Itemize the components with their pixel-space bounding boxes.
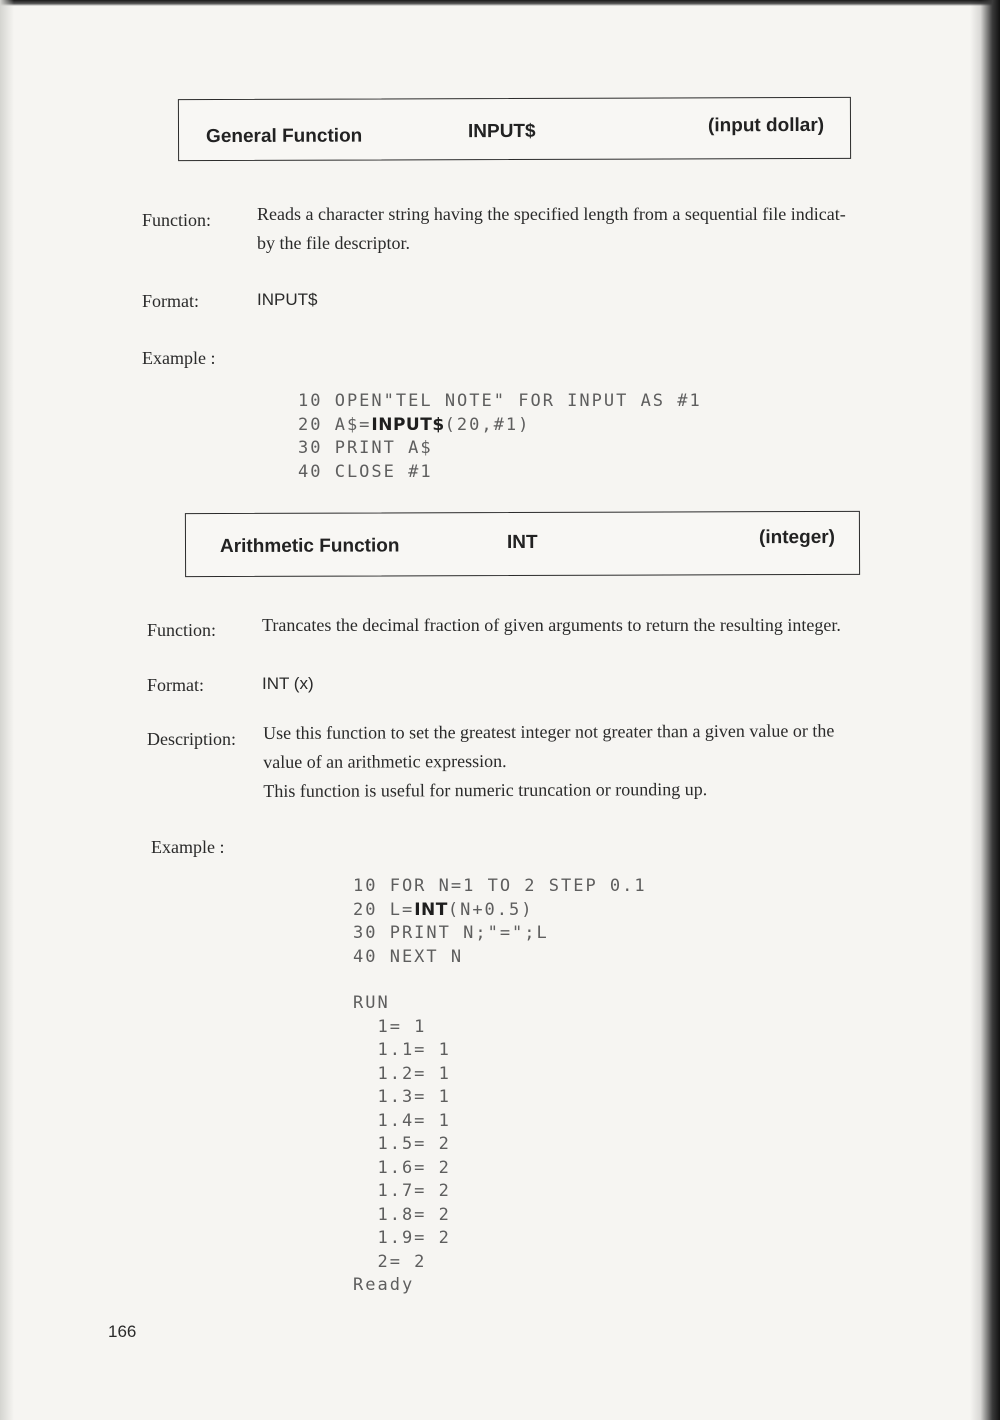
function-header-input-dollar xyxy=(178,97,851,161)
header-function-name: INT xyxy=(506,531,538,554)
run-output-line: Ready xyxy=(353,1275,415,1295)
description-line: Use this function to set the greatest integer not greater than a given value or the xyxy=(263,720,835,743)
function-label: Function: xyxy=(147,620,217,640)
code-text: (N+0.5) xyxy=(447,899,534,920)
code-text: 30 PRINT A$ xyxy=(298,438,433,458)
format-syntax xyxy=(262,669,314,698)
run-output-line: 1.3= 1 xyxy=(353,1087,451,1107)
run-output-line: 1= 1 xyxy=(353,1016,427,1037)
run-output-line: 1.5= 2 xyxy=(353,1134,451,1154)
code-text: 40 NEXT N xyxy=(353,946,464,967)
code-line xyxy=(353,922,647,946)
code-text: (20,#1) xyxy=(444,414,531,435)
code-line xyxy=(353,875,647,899)
header-reading: (integer) xyxy=(758,526,836,549)
page-number: 166 xyxy=(108,1322,137,1341)
run-output-line: 1.7= 2 xyxy=(353,1181,451,1201)
description-text xyxy=(263,717,835,806)
code-text: 10 OPEN"TEL NOTE" FOR INPUT AS #1 xyxy=(298,391,702,411)
header-category: General Function xyxy=(205,125,363,148)
format-label: Format: xyxy=(142,291,199,311)
description-line: This function is useful for numeric truncation or rounding up. xyxy=(263,779,708,801)
function-description-line: Reads a character string having the specified length from a sequential file indicat- xyxy=(257,204,846,224)
function-description-line: by the file descriptor. xyxy=(257,233,410,253)
run-output-block xyxy=(353,992,451,1298)
run-output-line: 1.2= 1 xyxy=(353,1063,451,1084)
description-line: value of an arithmetic expression. xyxy=(263,750,507,772)
example-code-block xyxy=(353,875,647,969)
function-description xyxy=(257,200,846,258)
code-text: 10 FOR N=1 TO 2 STEP 0.1 xyxy=(353,876,647,896)
code-keyword: INT xyxy=(414,899,448,920)
run-output-line: 1.9= 2 xyxy=(353,1228,451,1248)
function-label: Function: xyxy=(142,210,212,230)
run-output-line: 1.8= 2 xyxy=(353,1204,451,1225)
code-text: 40 CLOSE #1 xyxy=(298,461,433,482)
code-line xyxy=(298,461,702,485)
description-label: Description: xyxy=(147,729,236,749)
code-text: 30 PRINT N;"=";L xyxy=(353,923,549,943)
example-label: Example : xyxy=(142,348,216,368)
page-left-edge xyxy=(0,0,14,1420)
format-label: Format: xyxy=(147,675,204,695)
code-text: 20 L= xyxy=(353,899,415,920)
header-reading: (input dollar) xyxy=(707,114,825,137)
code-line xyxy=(353,946,647,970)
run-output-line: 1.1= 1 xyxy=(353,1040,451,1060)
format-syntax: INPUT$ xyxy=(257,290,318,309)
code-line xyxy=(298,437,702,461)
run-output-line: 2= 2 xyxy=(353,1251,427,1272)
code-line xyxy=(353,899,647,923)
run-output-line: RUN xyxy=(353,993,390,1013)
header-category: Arithmetic Function xyxy=(219,535,400,558)
code-text: 20 A$= xyxy=(298,414,372,435)
function-header-int xyxy=(185,511,860,577)
code-line xyxy=(298,390,702,414)
function-description: Trancates the decimal fraction of given arguments to return the resulting integer. xyxy=(262,615,841,635)
code-keyword: INPUT$ xyxy=(371,414,445,435)
format-syntax-text: INT (x) xyxy=(262,674,314,693)
code-line xyxy=(298,414,702,438)
example-label: Example : xyxy=(151,837,225,857)
header-function-name: INPUT$ xyxy=(467,120,536,143)
run-output-line: 1.4= 1 xyxy=(353,1110,451,1131)
example-code-block xyxy=(298,390,702,484)
run-output-line: 1.6= 2 xyxy=(353,1157,451,1178)
